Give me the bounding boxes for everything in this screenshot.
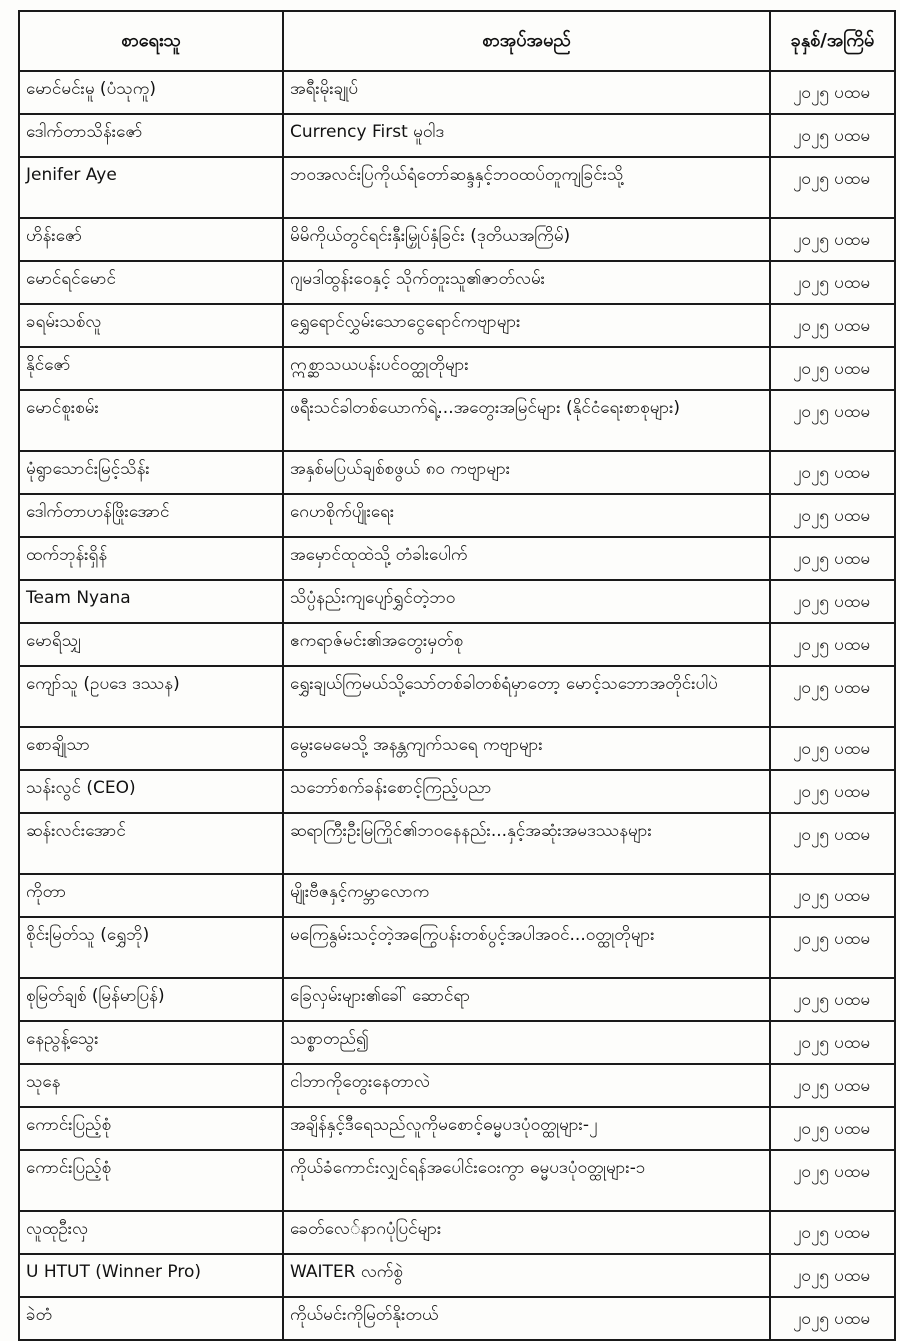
table-row: [19, 1064, 895, 1107]
cell-edition: ၂၀၂၅ ပထမ: [770, 770, 895, 813]
cell-author: ဟိန်းဇော်: [19, 218, 283, 261]
table-row: [19, 770, 895, 813]
cell-edition: ၂၀၂၅ ပထမ: [770, 727, 895, 770]
cell-author: စုမြတ်ချစ် (မြန်မာပြန်): [19, 978, 283, 1021]
cell-edition: ၂၀၂၅ ပထမ: [770, 580, 895, 623]
cell-author: Team Nyana: [19, 580, 283, 623]
cell-author: မောင်ရင်မောင်: [19, 261, 283, 304]
cell-author: မုံရွာသောင်းမြင့်သိန်း: [19, 451, 283, 494]
table-row: [19, 1107, 895, 1150]
table-row: [19, 978, 895, 1021]
cell-title: ခေတ်လေ်နာဂပုံပြင်များ: [283, 1211, 770, 1254]
cell-edition: ၂၀၂၅ ပထမ: [770, 1211, 895, 1254]
cell-author: လူထုဦးလှ: [19, 1211, 283, 1254]
cell-edition: ၂၀၂၅ ပထမ: [770, 537, 895, 580]
table-body: [19, 71, 895, 1340]
table-row: [19, 157, 895, 218]
table-row: [19, 537, 895, 580]
cell-title: ကိုယ်မင်းကိုမြတ်နိုးတယ်: [283, 1297, 770, 1340]
cell-author: သန်းလွင် (CEO): [19, 770, 283, 813]
cell-author: မောင်စူးစမ်း: [19, 390, 283, 451]
cell-edition: ၂၀၂၅ ပထမ: [770, 1297, 895, 1340]
cell-title: သစ္စာတည်၍: [283, 1021, 770, 1064]
table-row: [19, 1211, 895, 1254]
cell-edition: ၂၀၂၅ ပထမ: [770, 813, 895, 874]
cell-author: ဒေါက်တာဟန်ဖြိုးအောင်: [19, 494, 283, 537]
cell-title: ကိုယ်ခံကောင်းလျှင်ရန်အပေါင်းဝေးကွာ ဓမ္မပဒပုံဝတ္ထုများ-၁: [283, 1150, 770, 1211]
cell-edition: ၂၀၂၅ ပထမ: [770, 114, 895, 157]
cell-edition: ၂၀၂၅ ပထမ: [770, 71, 895, 114]
cell-author: သုနေ: [19, 1064, 283, 1107]
cell-title: မိမိကိုယ်တွင်ရင်းနှီးမြှုပ်နှံခြင်း (ဒုတိယအကြိမ်): [283, 218, 770, 261]
table-row: [19, 347, 895, 390]
cell-title: ဖရီးသင်ခါတစ်ယောက်ရဲ့...အတွေးအမြင်များ (နိုင်ငံရေးစာစုများ): [283, 390, 770, 451]
cell-author: ထက်ဘုန်းရှိန်: [19, 537, 283, 580]
cell-title: ငါဘာကိုတွေးနေတာလဲ: [283, 1064, 770, 1107]
cell-title: ရွှေရောင်လွှမ်းသောငွေရောင်ကဗျာများ: [283, 304, 770, 347]
cell-edition: ၂၀၂၅ ပထမ: [770, 390, 895, 451]
table-row: [19, 451, 895, 494]
cell-title: ဂေဟစိုက်ပျိုးရေး: [283, 494, 770, 537]
cell-title: သိပ္ပံနည်းကျပျော်ရွှင်တဲ့ဘဝ: [283, 580, 770, 623]
cell-edition: ၂၀၂၅ ပထမ: [770, 261, 895, 304]
table-row: [19, 1021, 895, 1064]
cell-title: ဧကရာဇ်မင်း၏အတွေးမှတ်စု: [283, 623, 770, 666]
table-row: [19, 917, 895, 978]
cell-title: ဣစ္ဆာသယပန်းပင်ဝတ္ထုတိုများ: [283, 347, 770, 390]
cell-title: အရီးမိုးချုပ်: [283, 71, 770, 114]
cell-edition: ၂၀၂၅ ပထမ: [770, 917, 895, 978]
header-author: စာရေးသူ: [19, 11, 283, 71]
table-row: [19, 304, 895, 347]
header-row: [19, 11, 895, 71]
table-row: [19, 390, 895, 451]
cell-edition: ၂၀၂၅ ပထမ: [770, 451, 895, 494]
cell-edition: ၂၀၂၅ ပထမ: [770, 666, 895, 727]
cell-title: ရွှေးချယ်ကြမယ်သို့သော်တစ်ခါတစ်ရံမှာတော့ မောင့်သဘောအတိုင်းပါပဲ: [283, 666, 770, 727]
cell-edition: ၂၀၂၅ ပထမ: [770, 1021, 895, 1064]
cell-edition: ၂၀၂၅ ပထမ: [770, 304, 895, 347]
table-row: [19, 813, 895, 874]
book-list-table: [18, 10, 896, 1341]
cell-edition: ၂၀၂၅ ပထမ: [770, 157, 895, 218]
cell-edition: ၂၀၂၅ ပထမ: [770, 978, 895, 1021]
header-title: စာအုပ်အမည်: [283, 11, 770, 71]
cell-author: စိုင်းမြတ်သူ (ရွှေဘို): [19, 917, 283, 978]
cell-author: ဒေါက်တာသိန်းဇော်: [19, 114, 283, 157]
cell-title: ဂျမဒါထွန်းဝေနှင့် သိုက်တူးသူ၏ဇာတ်လမ်း: [283, 261, 770, 304]
cell-title: ခြေလှမ်းများ၏ခေါ် ဆောင်ရာ: [283, 978, 770, 1021]
cell-title: ဘဝအလင်းပြကိုယ်ရံတော်ဆန္ဒနှင့်ဘဝထပ်တူကျခြင်းသို့: [283, 157, 770, 218]
cell-title: သဘော်စက်ခန်းစောင့်ကြည့်ပညာ: [283, 770, 770, 813]
table-row: [19, 494, 895, 537]
cell-author: ကျော်သူ (ဥပဒေ ဒဿန): [19, 666, 283, 727]
cell-edition: ၂၀၂၅ ပထမ: [770, 1254, 895, 1297]
table-row: [19, 71, 895, 114]
cell-author: U HTUT (Winner Pro): [19, 1254, 283, 1297]
cell-author: ခဲတံ: [19, 1297, 283, 1340]
table-row: [19, 1254, 895, 1297]
cell-title: Currency First မူဝါဒ: [283, 114, 770, 157]
table-row: [19, 114, 895, 157]
table-row: [19, 1150, 895, 1211]
cell-title: အမှောင်ထုထဲသို့ တံခါးပေါက်: [283, 537, 770, 580]
cell-edition: ၂၀၂၅ ပထမ: [770, 874, 895, 917]
table-row: [19, 1297, 895, 1340]
cell-edition: ၂၀၂၅ ပထမ: [770, 494, 895, 537]
table-row: [19, 218, 895, 261]
cell-author: Jenifer Aye: [19, 157, 283, 218]
cell-author: ကောင်းပြည့်စုံ: [19, 1150, 283, 1211]
cell-title: မျိုးဗီဇနှင့်ကမ္ဘာလောက: [283, 874, 770, 917]
cell-edition: ၂၀၂၅ ပထမ: [770, 1150, 895, 1211]
cell-author: မောရိသျှ: [19, 623, 283, 666]
cell-edition: ၂၀၂၅ ပထမ: [770, 1064, 895, 1107]
cell-title: မွေးမေမေသို့ အနန္တကျက်သရေ ကဗျာများ: [283, 727, 770, 770]
cell-author: ကောင်းပြည့်စုံ: [19, 1107, 283, 1150]
cell-title: အချိန်နှင့်ဒီရေသည်လူကိုမစောင့်ဓမ္မပဒပုံဝတ္ထုများ-၂: [283, 1107, 770, 1150]
cell-author: နိုင်ဇော်: [19, 347, 283, 390]
cell-edition: ၂၀၂၅ ပထမ: [770, 218, 895, 261]
cell-author: ကိုတာ: [19, 874, 283, 917]
cell-author: ခရမ်းသစ်လူ: [19, 304, 283, 347]
table-row: [19, 261, 895, 304]
cell-author: မောင်မင်းမူ (ပံသုကူ): [19, 71, 283, 114]
cell-title: WAITER လက်စွဲ: [283, 1254, 770, 1297]
table-row: [19, 580, 895, 623]
cell-edition: ၂၀၂၅ ပထမ: [770, 1107, 895, 1150]
cell-edition: ၂၀၂၅ ပထမ: [770, 347, 895, 390]
cell-title: ဆရာကြီးဦးမြကြိုင်၏ဘဝနေနည်း...နှင့်အဆုံးအမဒဿနများ: [283, 813, 770, 874]
cell-title: မကြေနွမ်းသင့်တဲ့အကြွေပန်းတစ်ပွင့်အပါအဝင်...ဝတ္ထုတိုများ: [283, 917, 770, 978]
cell-author: နေညွန့်သွေး: [19, 1021, 283, 1064]
cell-author: ဆန်းလင်းအောင်: [19, 813, 283, 874]
table-row: [19, 874, 895, 917]
cell-title: အနှစ်မပြယ်ချစ်စဖွယ် ၈၀ ကဗျာများ: [283, 451, 770, 494]
table-row: [19, 623, 895, 666]
cell-author: စောချိုသာ: [19, 727, 283, 770]
table-row: [19, 666, 895, 727]
header-edition: ခုနှစ်/အကြိမ်: [770, 11, 895, 71]
table-row: [19, 727, 895, 770]
cell-edition: ၂၀၂၅ ပထမ: [770, 623, 895, 666]
